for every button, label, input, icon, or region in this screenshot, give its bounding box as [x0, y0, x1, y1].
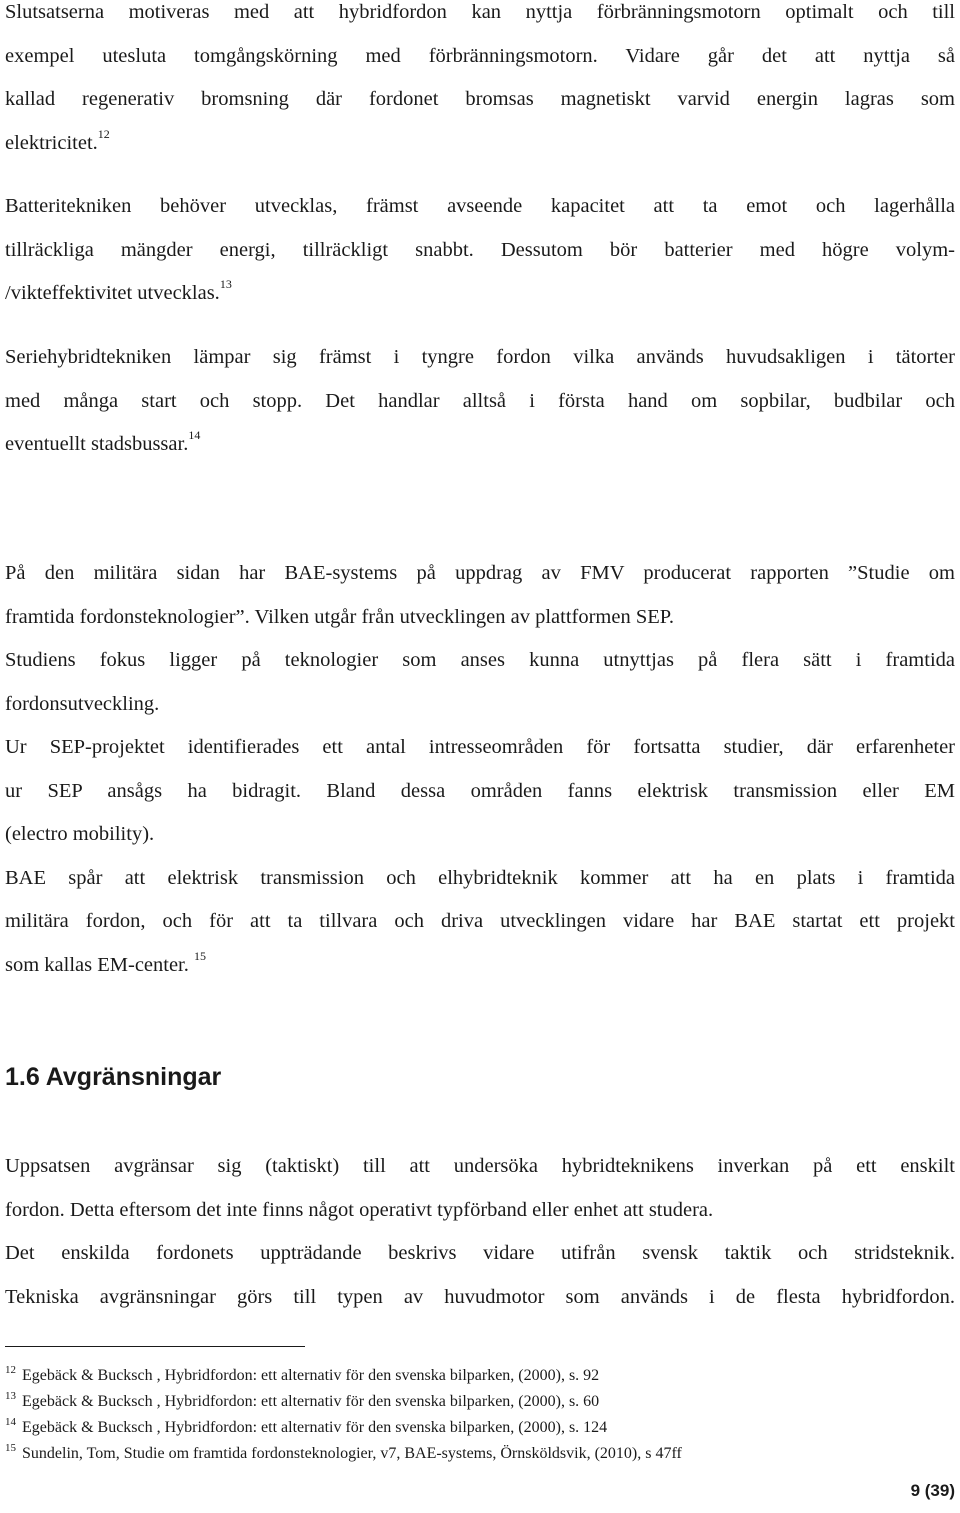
text-line: tillräckliga mängder energi, tillräckligt snabbt. Dessutom bör batterier med högre volym-: [5, 238, 955, 261]
footnote-number: 15: [5, 1442, 16, 1454]
text-line: fordonsutveckling.: [5, 692, 160, 715]
text-line: Slutsatserna motiveras med att hybridfordon kan nyttja förbränningsmotorn optimalt och till: [5, 1, 955, 23]
text-line-content: som kallas EM-center.: [5, 953, 189, 976]
paragraph-series-hybrid: [5, 336, 955, 467]
text-line-content: /vikteffektivitet utvecklas.: [5, 282, 220, 304]
text-line: Studiens fokus ligger på teknologier som anses kunna utnyttjas på flera sätt i framtida: [5, 649, 955, 671]
text-line: På den militära sidan har BAE-systems på uppdrag av FMV producerat rapporten ”Studie om: [5, 562, 955, 584]
text-line: fordon. Detta eftersom det inte finns något operativt typförband eller enhet att studera.: [5, 1198, 714, 1221]
text-line: ur SEP ansågs ha bidragit. Bland dessa områden fanns elektrisk transmission eller EM: [5, 779, 955, 802]
text-line: [5, 272, 955, 316]
text-line: framtida fordonsteknologier”. Vilken utgår från utvecklingen av plattformen SEP.: [5, 605, 675, 628]
footnote-ref-15: 15: [194, 948, 207, 963]
footnote-text: Egebäck & Bucksch , Hybridfordon: ett alternativ för den svenska bilparken, (2000), s. 60: [22, 1393, 600, 1410]
text-line: Tekniska avgränsningar görs till typen av huvudmotor som används i de flesta hybridfordon.: [5, 1285, 955, 1308]
footnote-ref-12: 12: [97, 126, 110, 141]
paragraph-hybrid-motivation: [5, 0, 955, 165]
footnote-text: Sundelin, Tom, Studie om framtida fordonsteknologier, v7, BAE-systems, Örnsköldsvik, (2010), s 47ff: [22, 1445, 682, 1462]
text-line: Ur SEP-projektet identifierades ett antal intresseområden för fortsatta studier, där erfarenheter: [5, 736, 955, 758]
text-line: (electro mobility).: [5, 823, 155, 845]
text-line: exempel utesluta tomgångskörning med förbränningsmotorn. Vidare går det att nyttja så: [5, 44, 955, 67]
text-line-content: elektricitet.: [5, 131, 98, 154]
paragraph-battery: [5, 185, 955, 316]
footnote-text: Egebäck & Bucksch , Hybridfordon: ett alternativ för den svenska bilparken, (2000), s. 92: [22, 1367, 600, 1384]
text-line-content: eventuellt stadsbussar.: [5, 433, 189, 455]
footnote-number: 14: [5, 1416, 16, 1428]
text-line: Seriehybridtekniken lämpar sig främst i tyngre fordon vilka används huvudsakligen i tätorter: [5, 346, 955, 368]
footnote-14: [5, 1415, 955, 1441]
text-line: militära fordon, och för att ta tillvara och driva utvecklingen vidare har BAE startat ett projekt: [5, 910, 955, 932]
section-heading: 1.6 Avgränsningar: [5, 1063, 222, 1091]
footnote-12: [5, 1363, 955, 1389]
paragraph-delimitations: [5, 1145, 955, 1319]
text-line: [5, 423, 955, 467]
text-line: Batteritekniken behöver utvecklas, främst avseende kapacitet att ta emot och lagerhålla: [5, 195, 955, 217]
footnote-text: Egebäck & Bucksch , Hybridfordon: ett alternativ för den svenska bilparken, (2000), s. 124: [22, 1419, 608, 1436]
footnote-number: 12: [5, 1364, 16, 1376]
footnote-separator: [5, 1346, 305, 1347]
text-line: Det enskilda fordonets uppträdande beskrivs vidare utifrån svensk taktik och stridsteknik.: [5, 1242, 955, 1264]
footnote-ref-13: 13: [219, 277, 232, 291]
text-line: BAE spår att elektrisk transmission och elhybridteknik kommer att ha en plats i framtida: [5, 866, 955, 889]
footnote-ref-14: 14: [188, 428, 201, 442]
paragraph-bae-systems: [5, 552, 955, 987]
footnote-15: [5, 1441, 955, 1467]
footnote-number: 13: [5, 1390, 16, 1402]
text-line: kallad regenerativ bromsning där fordonet bromsas magnetiskt varvid energin lagras som: [5, 88, 955, 110]
text-line: [5, 122, 955, 166]
text-line: [5, 944, 955, 988]
text-line: Uppsatsen avgränsar sig (taktiskt) till att undersöka hybridteknikens inverkan på ett enskilt: [5, 1155, 955, 1177]
footnote-13: [5, 1389, 955, 1415]
text-line: med många start och stopp. Det handlar alltså i första hand om sopbilar, budbilar och: [5, 389, 955, 412]
page-number: 9 (39): [910, 1481, 955, 1500]
